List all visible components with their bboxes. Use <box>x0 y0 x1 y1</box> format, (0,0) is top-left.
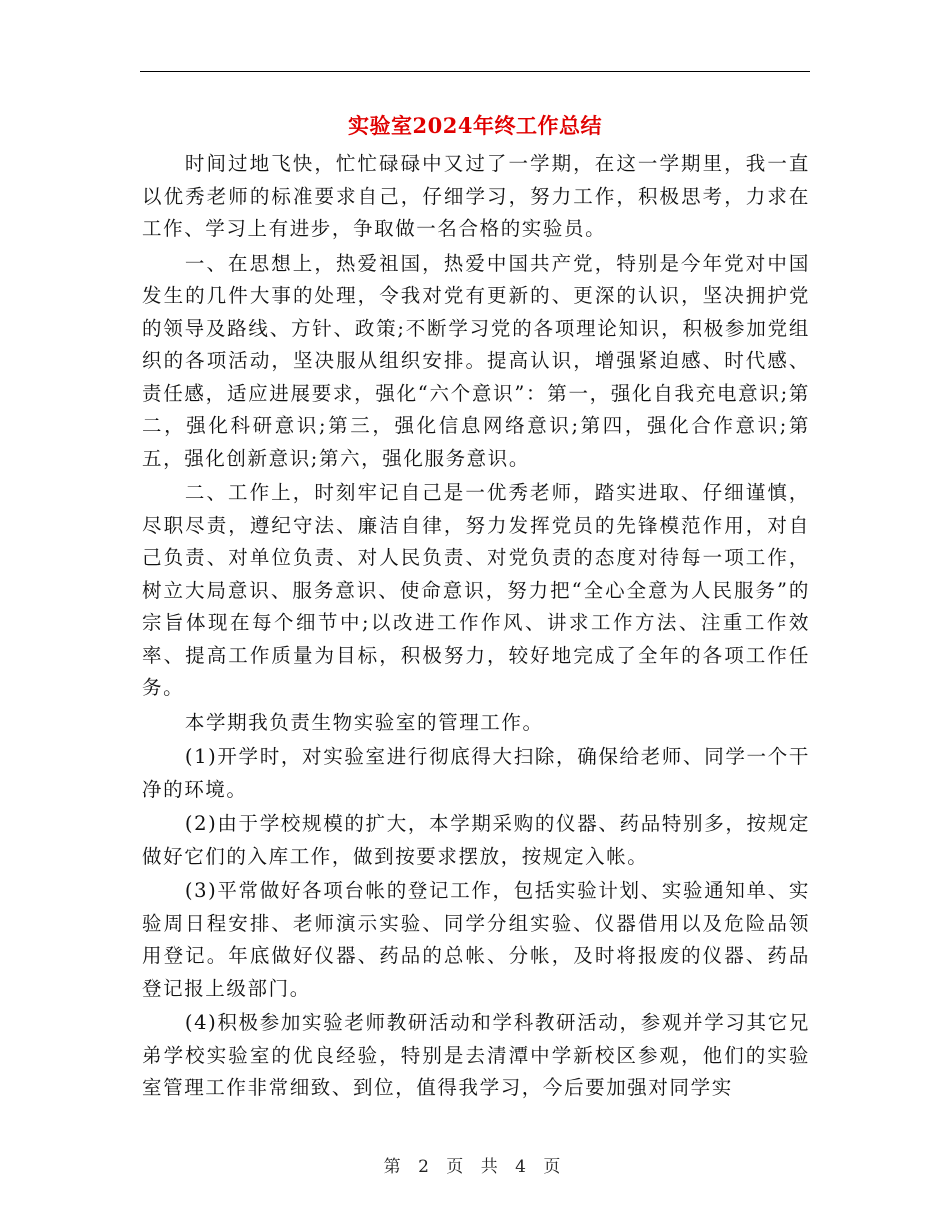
paragraph-intro: 时间过地飞快，忙忙碌碌中又过了一学期，在这一学期里，我一直以优秀老师的标准要求自己，仔细学习，努力工作，积极思考，力求在工作、学习上有进步，争取做一名合格的实验员。 <box>142 152 810 240</box>
page-number: 第 2 页 共 4 页 <box>383 1157 567 1177</box>
list-item-3: (3)平常做好各项台帐的登记工作，包括实验计划、实验通知单、实验周日程安排、老师演示实验、同学分组实验、仪器借用以及危险品领用登记。年底做好仪器、药品的总帐、分帐，及时将报废的仪器、药品登记报上级部门。 <box>142 879 810 1000</box>
list-item-4: (4)积极参加实验老师教研活动和学科教研活动，参观并学习其它兄弟学校实验室的优良经验，特别是去清潭中学新校区参观，他们的实验室管理工作非常细致、到位，值得我学习，今后要加强对同学实 <box>142 1011 810 1099</box>
paragraph-lab-management: 本学期我负责生物实验室的管理工作。 <box>184 710 544 734</box>
header-rule <box>140 71 810 72</box>
paragraph-work: 二、工作上，时刻牢记自己是一优秀老师，踏实进取、仔细谨慎，尽职尽责，遵纪守法、廉洁自律，努力发挥党员的先锋模范作用，对自己负责、对单位负责、对人民负责、对党负责的态度对待每一项工作，树立大局意识、服务意识、使命意识，努力把“全心全意为人民服务”的宗旨体现在每个细节中;以改进工作作风、讲求工作方法、注重工作效率、提高工作质量为目标，积极努力，较好地完成了全年的各项工作任务。 <box>142 481 810 699</box>
list-item-2: (2)由于学校规模的扩大，本学期采购的仪器、药品特别多，按规定做好它们的入库工作，做到按要求摆放，按规定入帐。 <box>142 812 810 868</box>
list-item-1: (1)开学时，对实验室进行彻底得大扫除，确保给老师、同学一个干净的环境。 <box>142 745 810 801</box>
document-body <box>142 148 810 1107</box>
paragraph-ideology: 一、在思想上，热爱祖国，热爱中国共产党，特别是今年党对中国发生的几件大事的处理，令我对党有更新的、更深的认识，坚决拥护党的领导及路线、方针、政策;不断学习党的各项理论知识，积极参加党组织的各项活动，坚决服从组织安排。提高认识，增强紧迫感、时代感、责任感，适应进展要求，强化“六个意识”：第一，强化自我充电意识;第二，强化科研意识;第三，强化信息网络意识;第四，强化合作意识;第五，强化创新意识;第六，强化服务意识。 <box>142 251 810 470</box>
document-title: 实验室2024年终工作总结 <box>348 113 602 138</box>
